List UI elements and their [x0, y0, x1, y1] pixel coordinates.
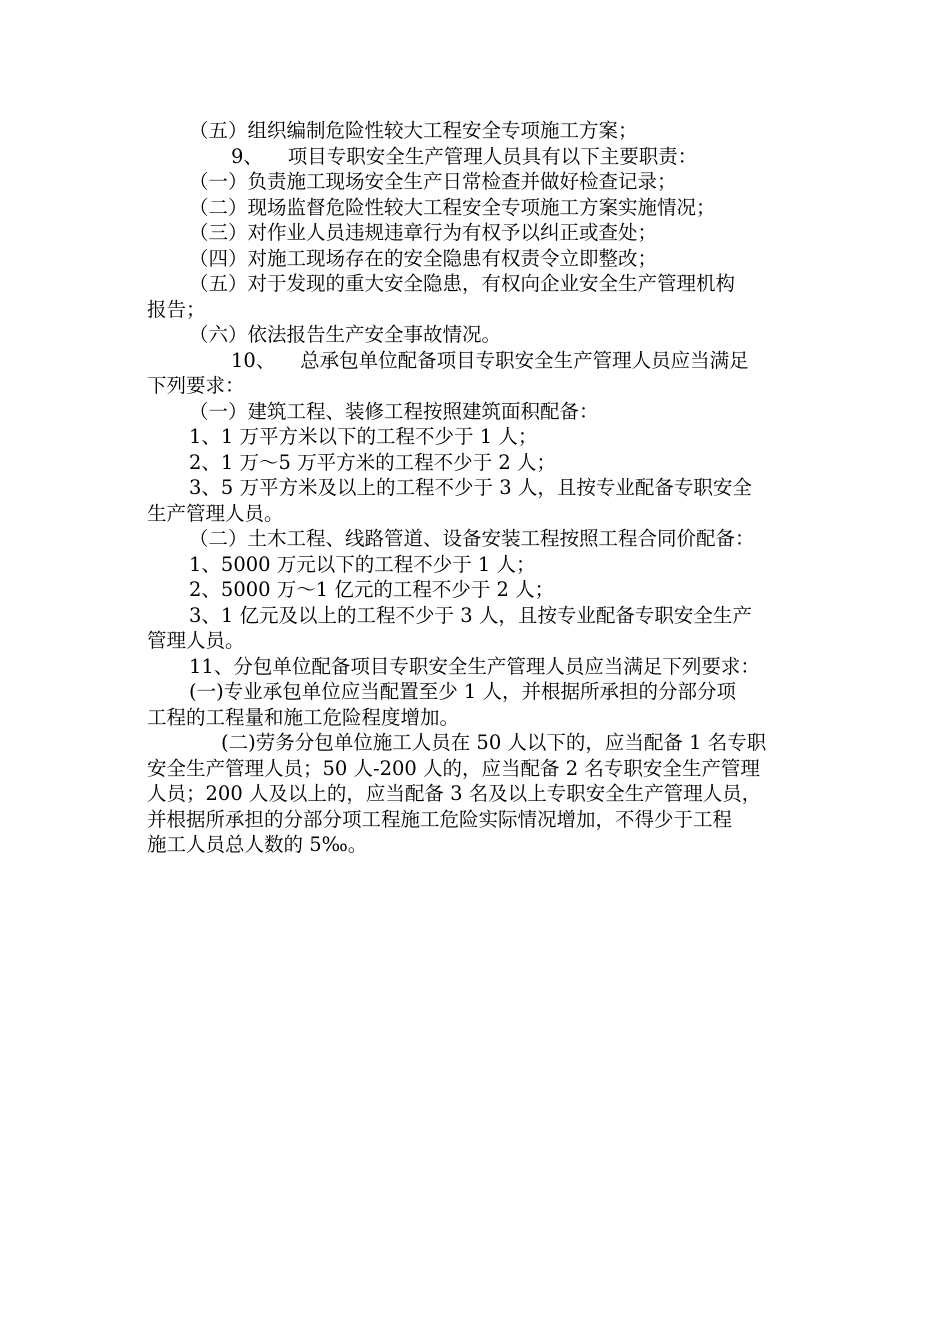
- text-line: 2、1 万～5 万平方米的工程不少于 2 人；: [189, 450, 556, 474]
- text-line: （三）对作业人员违规违章行为有权予以纠正或查处；: [189, 221, 658, 244]
- text-line: 安全生产管理人员；50 人-200 人的，应当配备 2 名专职安全生产管理: [147, 756, 760, 780]
- text-line: 生产管理人员。: [147, 501, 284, 525]
- text-line: 1、1 万平方米以下的工程不少于 1 人；: [189, 425, 538, 448]
- text-line: 1、5000 万元以下的工程不少于 1 人；: [189, 552, 536, 576]
- text-line: （二）土木工程、线路管道、设备安装工程按照工程合同价配备：: [189, 527, 755, 550]
- text-line: (一)专业承包单位应当配置至少 1 人，并根据所承担的分部分项: [189, 680, 737, 703]
- section-heading: 10、 总承包单位配备项目专职安全生产管理人员应当满足: [231, 348, 749, 372]
- document-body: [147, 118, 817, 858]
- text-line: 报告；: [147, 297, 206, 321]
- section-heading: 11、分包单位配备项目专职安全生产管理人员应当满足下列要求：: [189, 654, 760, 678]
- text-line: （一）建筑工程、装修工程按照建筑面积配备：: [189, 399, 599, 423]
- text-line: 2、5000 万～1 亿元的工程不少于 2 人；: [189, 578, 555, 601]
- text-line: （六）依法报告生产安全事故情况。: [189, 323, 502, 346]
- text-line: 3、1 亿元及以上的工程不少于 3 人，且按专业配备专职安全生产: [189, 603, 752, 627]
- text-line: （一）负责施工现场安全生产日常检查并做好检查记录；: [189, 170, 677, 193]
- text-line: 并根据所承担的分部分项工程施工危险实际情况增加，不得少于工程: [147, 807, 733, 831]
- text-line: 人员；200 人及以上的，应当配备 3 名及以上专职安全生产管理人员，: [147, 782, 762, 805]
- text-line: 下列要求：: [147, 374, 245, 397]
- section-heading: 9、 项目专职安全生产管理人员具有以下主要职责：: [231, 144, 698, 168]
- text-line: (二)劳务分包单位施工人员在 50 人以下的，应当配备 1 名专职: [221, 731, 767, 754]
- text-line: （四）对施工现场存在的安全隐患有权责令立即整改；: [189, 246, 658, 270]
- text-line: 工程的工程量和施工危险程度增加。: [147, 705, 460, 729]
- text-line: 施工人员总人数的 5‰。: [147, 833, 368, 856]
- text-line: （二）现场监督危险性较大工程安全专项施工方案实施情况；: [189, 195, 716, 219]
- text-line: （五）组织编制危险性较大工程安全专项施工方案；: [189, 119, 638, 142]
- text-line: 3、5 万平方米及以上的工程不少于 3 人，且按专业配备专职安全: [189, 476, 752, 499]
- text-line: （五）对于发现的重大安全隐患，有权向企业安全生产管理机构: [189, 272, 736, 295]
- text-line: 管理人员。: [147, 629, 245, 652]
